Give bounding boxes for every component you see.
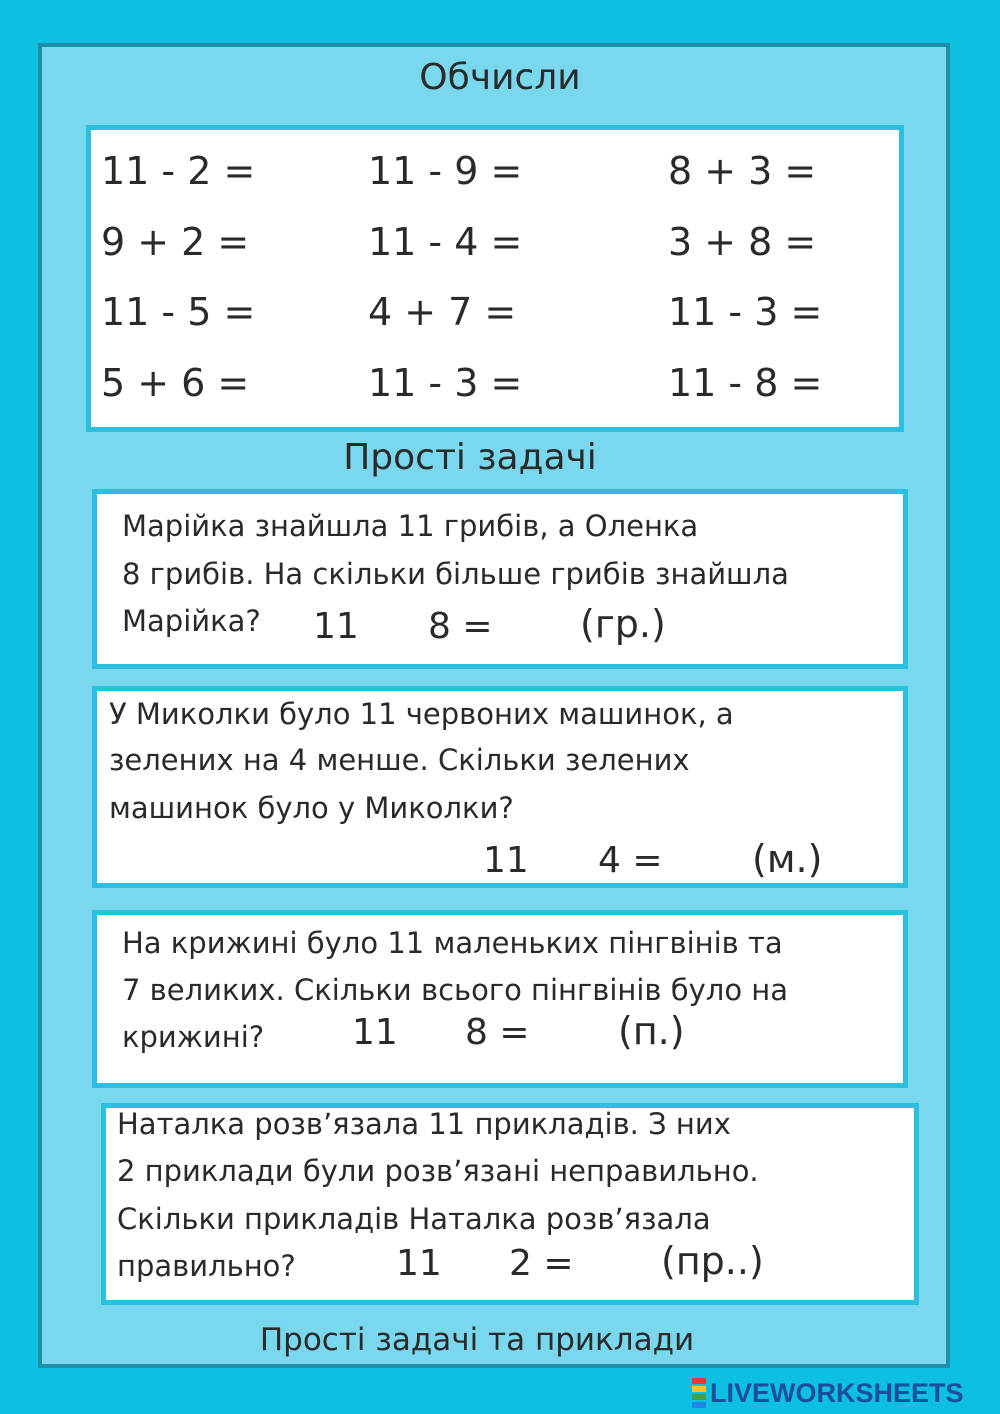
exercise: 11 - 8 = (668, 361, 823, 405)
task-1-number-b: 8 = (428, 606, 493, 647)
task-1-line: Марійка знайшла 11 грибів, а Оленка (122, 509, 699, 543)
exercise: 11 - 3 = (668, 290, 823, 334)
logo-icon (692, 1377, 706, 1409)
task-4-line: 2 приклади були розв’язані неправильно. (117, 1154, 759, 1188)
task-4-line: Наталка розв’язала 11 прикладів. З них (117, 1107, 731, 1141)
brand-text: LIVEWORKSHEETS (710, 1377, 964, 1408)
task-1-number-a: 11 (313, 606, 359, 647)
task-4-number-a: 11 (396, 1243, 442, 1284)
task-3-line: 7 великих. Скільки всього пінгвінів було на (122, 973, 789, 1007)
exercise: 11 - 9 = (368, 149, 523, 193)
task-1-line: Марійка? (122, 604, 261, 638)
exercise: 9 + 2 = (101, 220, 250, 264)
liveworksheets-logo (692, 1378, 964, 1408)
task-3-number-b: 8 = (465, 1012, 530, 1053)
exercise: 3 + 8 = (668, 220, 817, 264)
exercise: 11 - 2 = (101, 149, 256, 193)
task-1-unit: (гр.) (580, 602, 666, 646)
task-2-unit: (м.) (752, 837, 823, 881)
task-3-line: На крижині було 11 маленьких пінгвінів та (122, 926, 783, 960)
exercise: 8 + 3 = (668, 149, 817, 193)
exercise: 4 + 7 = (368, 290, 517, 334)
title-calculate: Обчисли (419, 57, 581, 98)
exercise: 5 + 6 = (101, 361, 250, 405)
task-2-line: машинок було у Миколки? (109, 791, 514, 825)
task-3-line: крижині? (122, 1020, 265, 1054)
task-1-line: 8 грибів. На скільки більше грибів знайшла (122, 557, 789, 591)
exercise: 11 - 4 = (368, 220, 523, 264)
task-4-line: правильно? (117, 1249, 296, 1283)
task-2-number-a: 11 (483, 840, 529, 881)
task-3-number-a: 11 (352, 1012, 398, 1053)
task-3-unit: (п.) (618, 1009, 685, 1053)
task-4-unit: (пр..) (661, 1239, 764, 1283)
exercise: 11 - 5 = (101, 290, 256, 334)
exercise: 11 - 3 = (368, 361, 523, 405)
task-2-line: зелених на 4 менше. Скільки зелених (109, 743, 690, 777)
footer-title: Прості задачі та приклади (259, 1322, 695, 1358)
task-2-line: У Миколки було 11 червоних машинок, а (109, 697, 734, 731)
title-simple-tasks: Прості задачі (343, 437, 597, 478)
task-2-number-b: 4 = (598, 840, 663, 881)
task-4-number-b: 2 = (509, 1243, 574, 1284)
task-4-line: Скільки прикладів Наталка розв’язала (117, 1202, 711, 1236)
